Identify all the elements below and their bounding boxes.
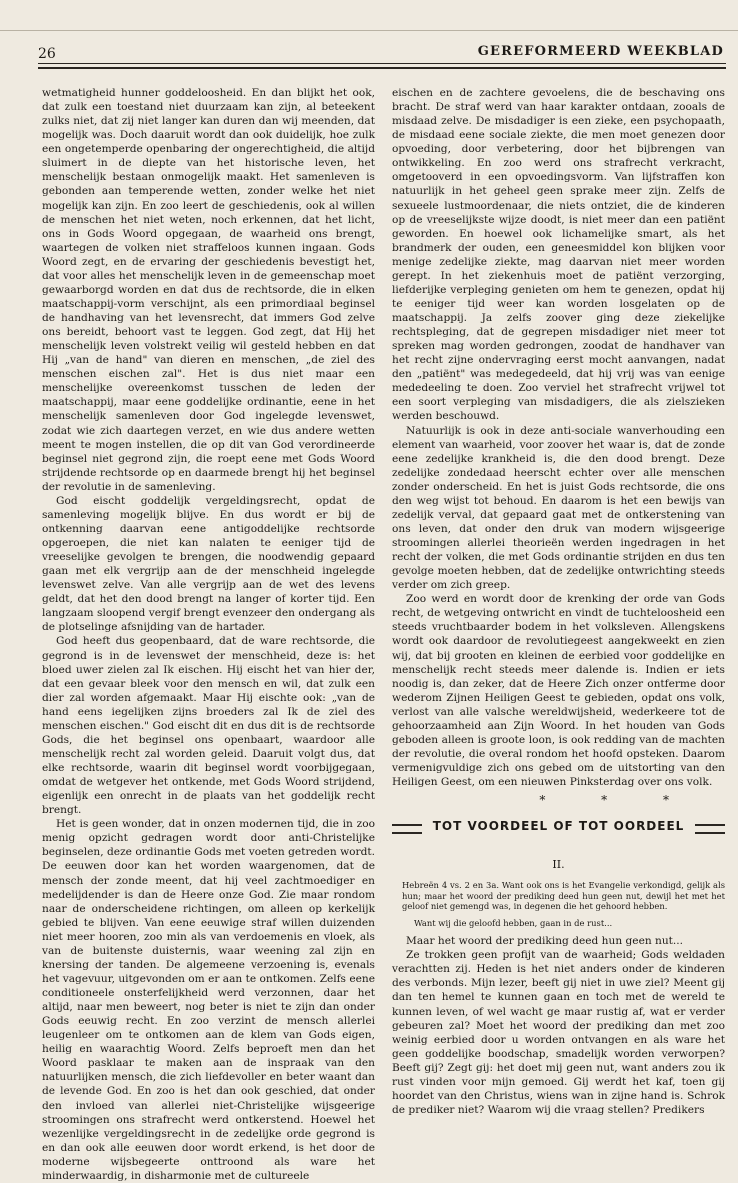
paragraph: Maar het woord der prediking deed hun geen nut... — [406, 935, 684, 948]
paragraph: wetmatigheid hunner goddeloosheid. En dan blijkt het ook, dat zulk een toestand niet duurzaam kan zijn, al beteekent zulks niet, dat zij niet langer kan duren dan wij meenden, dat mogelijk was. Doch daaruit wordt dan ook duidelijk, hoe zulk een ongetemperde openbaring der ongerechtigheid, die altijd sluimert in de diepte van het historische leven, het menschelijk bestaan onmogelijk maakt. Het samenleven is gebonden aan temperende wetten, zonder welke het niet mogelijk kan zijn. En zoo leert de geschiedenis, ook al willen de menschen het niet weten, noch erkennen, dat het licht, ons in Gods Woord opgegaan, de waarheid ons brengt, waartegen de volken niet straffeloos kunnen ingaan. Gods Woord zegt, en de ervaring der geschiedenis bevestigt het, dat voor alles het menschelijk leven in de gemeenschap moet gewaarborgd worden en dat dus de rechtsorde, die in elken maatschappij-vorm verschijnt, als een primordiaal beginsel de handhaving van het levensrecht, dat immers God zelve ons bereidt, behoort vast te leggen. God zegt, dat Hij het menschelijk leven volstrekt veilig wil gesteld hebben en dat Hij „van de hand" van dieren en menschen, „de ziel des menschen eischen zal". Het is dus niet maar een menschelijke overeenkomst tusschen de leden der maatschappij, maar eene goddelijke ordinantie, eene in het menschelijk samenleven door God ingelegde levenswet, zodat wie zich daartegen verzet, en wie dus andere wetten meent te mogen instellen, die op dit van God verordineerde beginsel niet gegrond zijn, die roept eene met Gods Woord strijdende rechtsorde op en daarmede brengt hij het beginsel der revolutie in de samenleving. — [42, 87, 375, 493]
section-separator: * * * — [539, 793, 695, 808]
running-title: GEREFORMEERD WEEKBLAD — [477, 44, 724, 59]
left-column — [42, 86, 375, 1183]
paragraph: Natuurlijk is ook in deze anti-sociale wanverhouding een element van waarheid, voor zoover het waar is, dat de zonde eene zedelijke krankheid is, die den dood brengt. Deze zedelijke zondedaad heerscht echter over alle menschen zonder onderscheid. En het is juist Gods rechtsorde, die ons den weg wijst tot behoud. En daarom is het een bewijs van zedelijk verval, dat gepaard gaat met de ontkerstening van ons leven, dat onder den druk van modern wijsgeerige stroomingen allerlei theorieën werden ingedragen in het recht der volken, die met Gods ordinantie strijden en dus ten gevolge moeten hebben, dat de zedelijke ontwrichting steeds verder om zich greep. — [392, 424, 725, 592]
paragraph: Het is geen wonder, dat in onzen modernen tijd, die in zoo menig opzicht gedragen wordt door anti-Christelijke beginselen, deze ordinantie Gods met voeten getreden wordt. De eeuwen door kan het worden waargenomen, dat de mensch der zonde meent, dat hij veel zachtmoediger en medelijdender is dan de Heere onze God. Zie maar rondom naar de onderscheidene richtingen, om alleen op kerkelijk gebied te blijven. Van eene eeuwige straf willen duizenden niet meer hooren, zoo min als van verdoemenis en vloek, als van de buitenste duisternis, waar weening zal zijn en knersing der tanden. De algemeene verzoening is, evenals het vagevuur, uitgevonden om er aan te ontkomen. Zelfs eene conditioneele onsterfelijkheid werd verzonnen, daar het altijd, naar men beweert, nog beter is niet te zijn dan onder Gods eeuwig recht. En zoo verzint de mensch allerlei leugenleer om te ontkomen aan de klem van Gods eigen, heilig en waarachtig Woord. Zelfs beproeft men dan het Woord pasklaar te maken aan de inspraak van den natuurlijken mensch, die zich liefdevoller en beter waant dan de levende God. En zoo is het dan ook geschied, dat onder den invloed van allerlei niet-Christelijke wijsgeerige stroomingen ons strafrecht werd ontkerstend. Hoewel het wezenlijke vergeldingsrecht in de zedelijke orde gegrond is en dan ook alle eeuwen door wordt erkend, is het door de moderne wijsbegeerte onttroond als ware het minderwaardig, in disharmonie met de cultureele — [42, 818, 375, 1182]
header-rule — [38, 63, 726, 64]
paragraph: Ze trokken geen profijt van de waarheid; Gods weldaden verachtten zij. Heden is het niet anders onder de kinderen des verbonds. Mijn lezer, beeft gij niet in uwe ziel? Meent gij dan ten hemel te kunnen gaan en toch met de wereld te kunnen leven, of wel wacht ge maar rustig af, wat er verder gebeuren zal? Moet het woord der prediking dan met zoo weinig eerbied door u worden ontvangen en als ware het geen goddelijke boodschap, smadelijk worden verworpen? Beeft gij? Zegt gij: het doet mij geen nut, want anders zou ik rust vinden voor mijn gemoed. Gij werdt het kaf, toen gij hoordet van den Christus, wiens wan in zijne hand is. Schrok de prediker niet? Waarom wij die vraag stellen? Predikers — [392, 949, 725, 1116]
top-edge — [0, 30, 738, 31]
header-rule — [38, 67, 726, 69]
paragraph: eischen en de zachtere gevoelens, die de beschaving ons bracht. De straf werd van haar karakter ontdaan, zooals de misdaad zelve. De misdadiger is een zieke, een psychopaath, de misdaad eene sociale ziekte, die men moet genezen door opvoeding, door verbetering, door het bijbrengen van ontwikkeling. En zoo werd ons strafrecht verkracht, omgetooverd in een opvoedingsvorm. Van lijfstraffen kon natuurlijk in het geheel geen sprake meer zijn. Zelfs de sexueele lustmoordenaar, die niets ontziet, die de kinderen op de vreeselijkste wijze doodt, is niet meer dan een patiënt geworden. En hoewel ook lichamelijke smart, als het brandmerk der ouden, een geneesmiddel kon blijken voor menige zedelijke ziekte, mag daarvan niet meer worden gerept. In het ziekenhuis moet de patiënt verzorging, liefderijke verpleging genieten om hem te genezen, opdat hij te eeniger tijd weer kan worden losgelaten op de maatschappij. Ja zelfs zoover ging deze ziekelijke rechtspleging, dat de gegrepen misdadiger niet meer tot spreken mag worden gedrongen, zoodat de handhaver van het recht zijne ondervraging eerst mocht aanvangen, nadat den „patiënt" was medegedeeld, dat hij vrij was van eenige mededeeling te doen. Zoo verviel het strafrecht vrijwel tot een soort verpleging van misdadigers, die als zielszieken werden beschouwd. — [392, 87, 725, 423]
page-number: 26 — [38, 46, 56, 62]
bible-citation: Want wij die geloofd hebben, gaan in de rust... — [414, 917, 613, 928]
roman-numeral: II. — [552, 858, 565, 872]
paragraph: God heeft dus geopenbaard, dat de ware rechtsorde, die gegrond is in de levenswet der menschheid, deze is: het bloed uwer zielen zal Ik eischen. Hij eischt het van hier der, dat een gevaar bleek voor den mensch en wil, dat zulk een dier zal worden afgemaakt. Maar Hij eischte ook: „van de hand eens iegelijken zijns broeders zal Ik de ziel des menschen eischen." God eischt dit en dus dit is de rechtsorde Gods, die het beginsel ons openbaart, waardoor alle menschelijk recht zal worden geleid. Daaruit volgt dus, dat elke rechtsorde, waarin dit beginsel wordt voorbijgegaan, omdat de wetgever het ontkende, met Gods Woord strijdend, eigenlijk een onrecht in de plaats van het goddelijk recht brengt. — [42, 635, 375, 817]
paragraph: Zoo werd en wordt door de krenking der orde van Gods recht, de wetgeving ontwricht en vindt de tuchteloosheid een steeds vruchtbaarder bodem in het volksleven. Allengskens wordt ook daardoor de revolutiegeest aangekweekt en zien wij, dat bij grooten en kleinen de eerbied voor goddelijke en menschelijk recht steeds meer dalende is. Indien er iets noodig is, dan zeker, dat de Heere Zich onzer ontferme door wederom Zijnen Heiligen Geest te gebieden, opdat ons volk, verlost van alle valsche wereldwijsheid, wederkeere tot de gehoorzaamheid aan Zijn Woord. In het houden van Gods geboden alleen is groote loon, is ook redding van de machten der revolutie, die overal rondom het hoofd opsteken. Daarom vermenigvuldige zich ons gebed om de uitstorting van den Heiligen Geest, om een nieuwen Pinksterdag over ons volk. — [392, 593, 725, 789]
heading-rule-left — [392, 824, 422, 834]
bible-citation: Hebreën 4 vs. 2 en 3a. Want ook ons is het Evangelie verkondigd, gelijk als hun; maar het woord der prediking deed hun geen nut, dewijl het met het geloof niet gemengd was, in degenen die het gehoord hebben. — [402, 880, 725, 912]
right-column — [392, 86, 725, 1117]
section-heading — [392, 816, 725, 846]
paragraph: God eischt goddelijk vergeldingsrecht, opdat de samenleving mogelijk blijve. En dus wordt er bij de ontkenning daarvan eene antigoddelijke rechtsorde opgeroepen, die niet kan nalaten te eeniger tijd de vreeselijke gevolgen te brengen, die noodwendig gepaard gaan met elk vergrijp aan de der menschheid ingelegde levenswet zelve. Van alle vergrijp aan de wet des levens geldt, dat het den dood brengt na langer of korter tijd. Een langzaam sloopend vergif brengt evenzeer den ondergang als de plotselinge afsnijding van de hartader. — [42, 494, 375, 634]
section-title: TOT VOORDEEL OF TOT OORDEEL — [432, 819, 685, 834]
heading-rule-right — [695, 824, 725, 834]
